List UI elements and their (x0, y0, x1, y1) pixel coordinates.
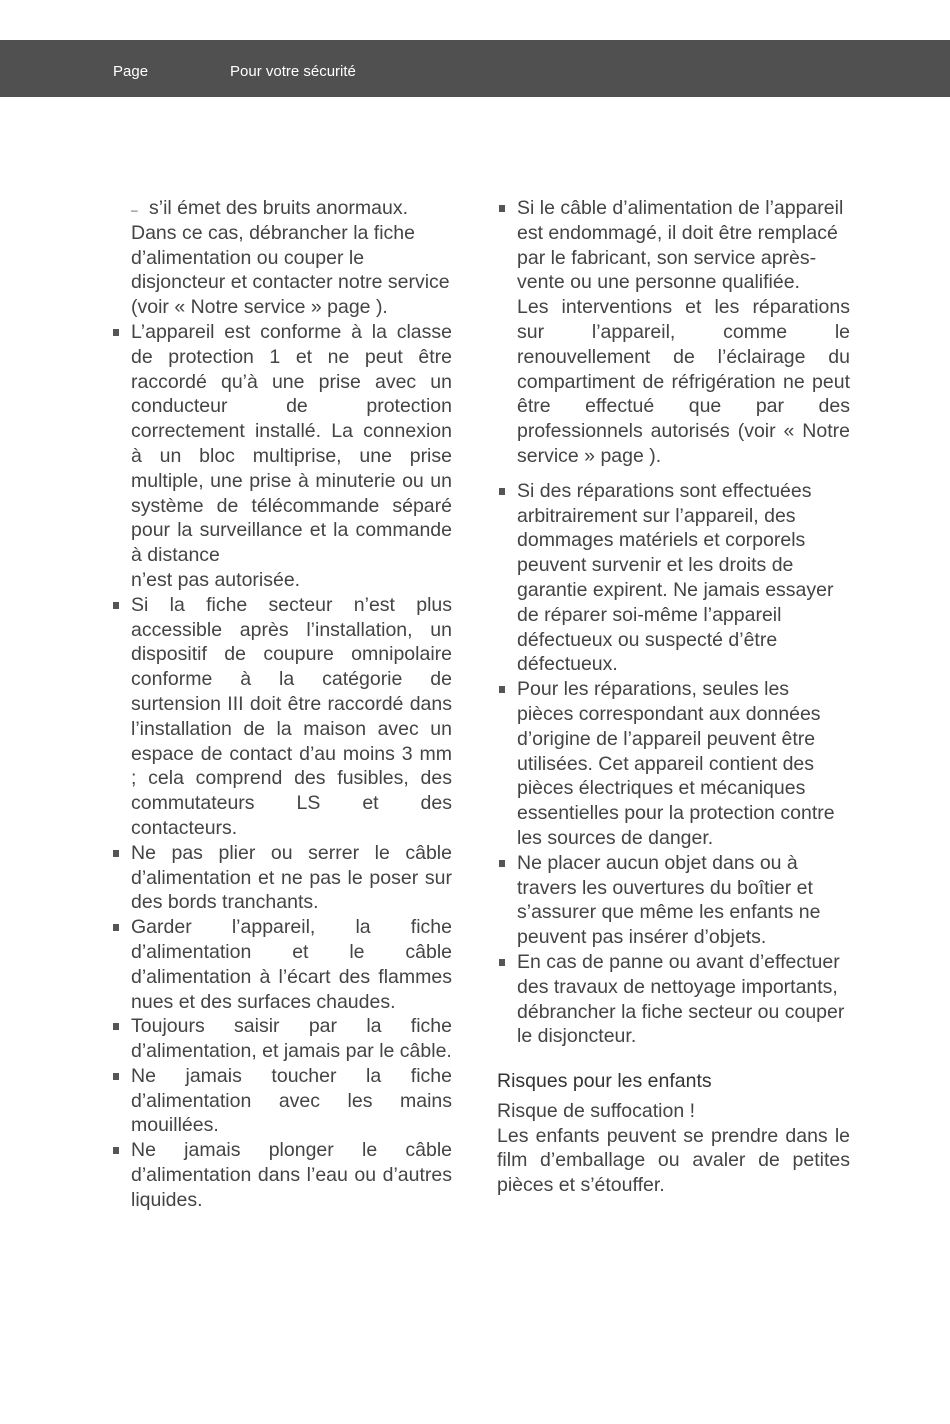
square-bullet-icon (113, 329, 119, 336)
square-bullet-icon (113, 924, 119, 931)
list-item-text: Si des réparations sont effectuées arbitrairement sur l’appareil, des dommages matériels et corporels peuvent survenir et les droits de garantie expirent. Ne jamais essayer de réparer soi-même l’appareil défectueux ou suspecté d’être défectueux. (517, 479, 834, 676)
list-item (111, 593, 452, 841)
list-item (111, 841, 452, 915)
square-bullet-icon (113, 602, 119, 609)
dash-marker: – (131, 203, 138, 217)
square-bullet-icon (113, 1023, 119, 1030)
sub-item-text: s’il émet des bruits anormaux. (149, 197, 409, 219)
list-item-text: Ne pas plier ou serrer le câble d’alimentation et ne pas le poser sur des bords tranchants. (131, 841, 452, 914)
list-item (497, 677, 850, 851)
list-item (497, 851, 850, 950)
list-item-text: Ne placer aucun objet dans ou à travers les ouvertures du boîtier et s’assurer que même les enfants ne peuvent pas insérer d’objets. (517, 851, 821, 949)
warning-subheading: Risque de suffocation ! (497, 1099, 696, 1122)
square-bullet-icon (113, 1147, 119, 1154)
list-item-continuation: Les interventions et les réparations sur l’appareil, comme le renouvellement de l’éclairage du compartiment de réfrigération ne peut être effectué que par des professionnels autorisés (voir « Notre service » page ). (517, 296, 850, 467)
list-item (497, 196, 850, 469)
square-bullet-icon (499, 860, 505, 867)
list-item-tail: n’est pas autorisée. (131, 568, 301, 591)
list-item-text: Ne jamais plonger le câble d’alimentation dans l’eau ou d’autres liquides. (131, 1139, 452, 1211)
list-item-text: Si le câble d’alimentation de l’appareil est endommagé, il doit être remplacé par le fabricant, son service après-vente ou une personne qualifiée. (517, 197, 844, 294)
square-bullet-icon (499, 205, 505, 212)
list-item-text: L’appareil est conforme à la classe de protection 1 et ne peut être raccordé qu’à une prise avec un conducteur de protection correctement installé. La connexion à un bloc multiprise, une prise multiple, une prise à minuterie ou un système de télécommande séparé pour la surveillance et la commande à distance (131, 320, 452, 567)
list-item-text: Garder l’appareil, la fiche d’alimentation et le câble d’alimentation à l’écart des flammes nues et des surfaces chaudes. (131, 916, 452, 1013)
list-item (497, 950, 850, 1049)
section-heading: Risques pour les enfants (497, 1070, 712, 1093)
page-label: Page (113, 63, 149, 80)
list-item (111, 320, 452, 593)
list-item (111, 1014, 452, 1064)
section-title: Pour votre sécurité (230, 63, 356, 80)
page-header (0, 40, 950, 97)
square-bullet-icon (499, 686, 505, 693)
list-item (497, 479, 850, 677)
list-item (111, 915, 452, 1014)
right-column (497, 196, 850, 1198)
square-bullet-icon (113, 1073, 119, 1080)
square-bullet-icon (499, 959, 505, 966)
list-item-text: Ne jamais toucher la fiche d’alimentation avec les mains mouillées. (131, 1064, 452, 1137)
list-item-text: En cas de panne ou avant d’effectuer des travaux de nettoyage importants, débrancher la fiche secteur ou couper le disjoncteur. (517, 950, 845, 1048)
square-bullet-icon (113, 850, 119, 857)
list-item-text: Pour les réparations, seules les pièces correspondant aux données d’origine de l’appareil peuvent être utilisées. Cet appareil contient des pièces électriques et mécaniques essentielles pour la protection contre les sources de danger. (517, 678, 835, 849)
list-item (111, 1064, 452, 1138)
list-item (111, 1138, 452, 1212)
left-column (111, 196, 452, 1213)
square-bullet-icon (499, 488, 505, 495)
sub-item-continuation: Dans ce cas, débrancher la fiche d’alimentation ou couper le disjoncteur et contacter notre service (voir « Notre service » page ). (131, 221, 450, 319)
sub-item-noise (111, 196, 452, 221)
list-item-text: Si la fiche secteur n’est plus accessible après l’installation, un dispositif de coupure omnipolaire conforme à la catégorie de surtension III doit être raccordé dans l’installation de la maison avec un espace de contact d’au moins 3 mm ; cela comprend des fusibles, des commutateurs LS et des contacteurs. (131, 593, 452, 839)
warning-paragraph: Les enfants peuvent se prendre dans le film d’emballage ou avaler de petites pièces et s’étouffer. (497, 1124, 850, 1197)
list-item-text: Toujours saisir par la fiche d’alimentation, et jamais par le câble. (131, 1015, 452, 1063)
